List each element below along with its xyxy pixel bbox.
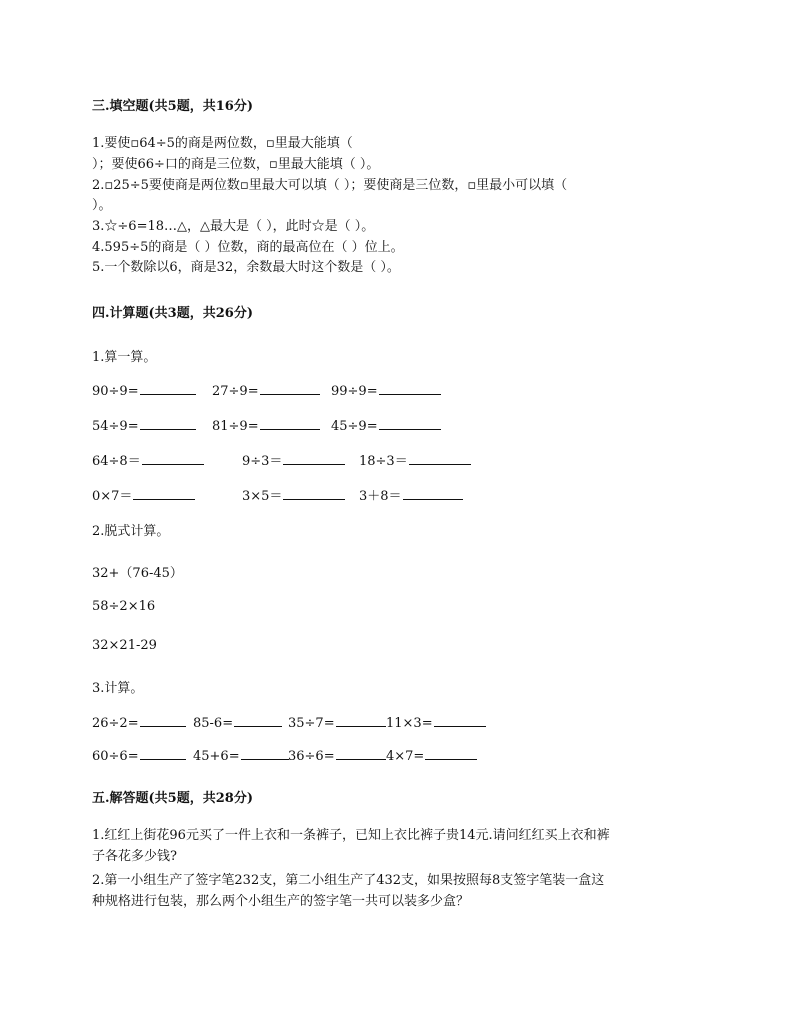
answer-blank[interactable] (260, 381, 320, 395)
q1-item: 27÷9= (212, 381, 320, 399)
answer-blank[interactable] (283, 486, 345, 500)
q2-item-3: 32×21-29 (92, 638, 157, 653)
section4-title: 四.计算题(共3题，共26分) (92, 306, 253, 321)
q1-item: 64÷8＝ (92, 450, 204, 469)
answer-blank[interactable] (140, 381, 196, 395)
s3-line-3: 2.▫25÷5要使商是两位数▫里最大可以填（ ）；要使商是三位数，▫里最小可以填（ (92, 178, 568, 193)
answer-blank[interactable] (142, 451, 204, 465)
s3-line-6: 4.595÷5的商是（ ）位数，商的最高位在（ ）位上。 (92, 240, 404, 255)
q2-item-2: 58÷2×16 (92, 599, 156, 614)
answer-blank[interactable] (241, 746, 289, 760)
answer-blank[interactable] (336, 746, 386, 760)
answer-blank[interactable] (434, 713, 486, 727)
answer-blank[interactable] (140, 746, 186, 760)
q3-item: 4×7= (386, 746, 477, 764)
q2-title: 2.脱式计算。 (92, 524, 170, 539)
q1-item: 99÷9= (331, 381, 441, 399)
answer-blank[interactable] (336, 713, 386, 727)
answer-blank[interactable] (260, 416, 320, 430)
s5-line-3: 2.第一小组生产了签字笔232支，第二小组生产了432支，如果按照每8支签字笔装一盒这 (92, 873, 605, 888)
answer-blank[interactable] (234, 713, 282, 727)
q3-title: 3.计算。 (92, 681, 144, 696)
s5-line-2: 子各花多少钱? (92, 849, 177, 864)
q1-item: 81÷9= (212, 416, 320, 434)
q1-item: 90÷9= (92, 381, 196, 399)
answer-blank[interactable] (140, 416, 196, 430)
q3-item: 11×3= (386, 713, 486, 731)
q3-item: 35÷7= (288, 713, 386, 731)
answer-blank[interactable] (409, 451, 471, 465)
answer-blank[interactable] (403, 486, 463, 500)
section5-title: 五.解答题(共5题，共28分) (92, 791, 253, 806)
q1-item: 54÷9= (92, 416, 196, 434)
answer-blank[interactable] (133, 486, 195, 500)
q2-item-1: 32+（76-45） (92, 566, 183, 581)
q3-item: 60÷6= (92, 746, 186, 764)
s3-line-7: 5.一个数除以6，商是32，余数最大时这个数是（ ）。 (92, 260, 400, 275)
q1-item: 9÷3＝ (242, 450, 345, 469)
answer-blank[interactable] (140, 713, 186, 727)
answer-blank[interactable] (379, 416, 441, 430)
q1-title: 1.算一算。 (92, 350, 157, 365)
s3-line-5: 3.☆÷6=18…△，△最大是（ ），此时☆是（ ）。 (92, 219, 375, 234)
s5-line-4: 种规格进行包装，那么两个小组生产的签字笔一共可以装多少盒？ (92, 894, 470, 909)
q1-item: 45÷9= (331, 416, 441, 434)
q3-item: 85-6= (193, 713, 282, 731)
q1-item: 0×7＝ (92, 485, 195, 504)
q3-item: 26÷2= (92, 713, 186, 731)
section3-title: 三.填空题(共5题，共16分) (92, 99, 253, 114)
q1-item: 3×5＝ (242, 485, 345, 504)
q1-item: 3＋8＝ (359, 485, 463, 504)
q1-item: 18÷3＝ (359, 450, 471, 469)
q3-item: 45+6= (193, 746, 289, 764)
answer-blank[interactable] (425, 746, 477, 760)
s3-line-4: ）。 (92, 198, 112, 213)
s5-line-1: 1.红红上街花96元买了一件上衣和一条裤子，已知上衣比裤子贵14元.请问红红买上衣和裤 (92, 828, 610, 843)
answer-blank[interactable] (283, 451, 345, 465)
s3-line-2: ）；要使66÷口的商是三位数，▫里最大能填（ ）。 (92, 157, 380, 172)
answer-blank[interactable] (379, 381, 441, 395)
q3-item: 36÷6= (288, 746, 386, 764)
s3-line-1: 1.要使▫64÷5的商是两位数，▫里最大能填（ (92, 136, 353, 151)
